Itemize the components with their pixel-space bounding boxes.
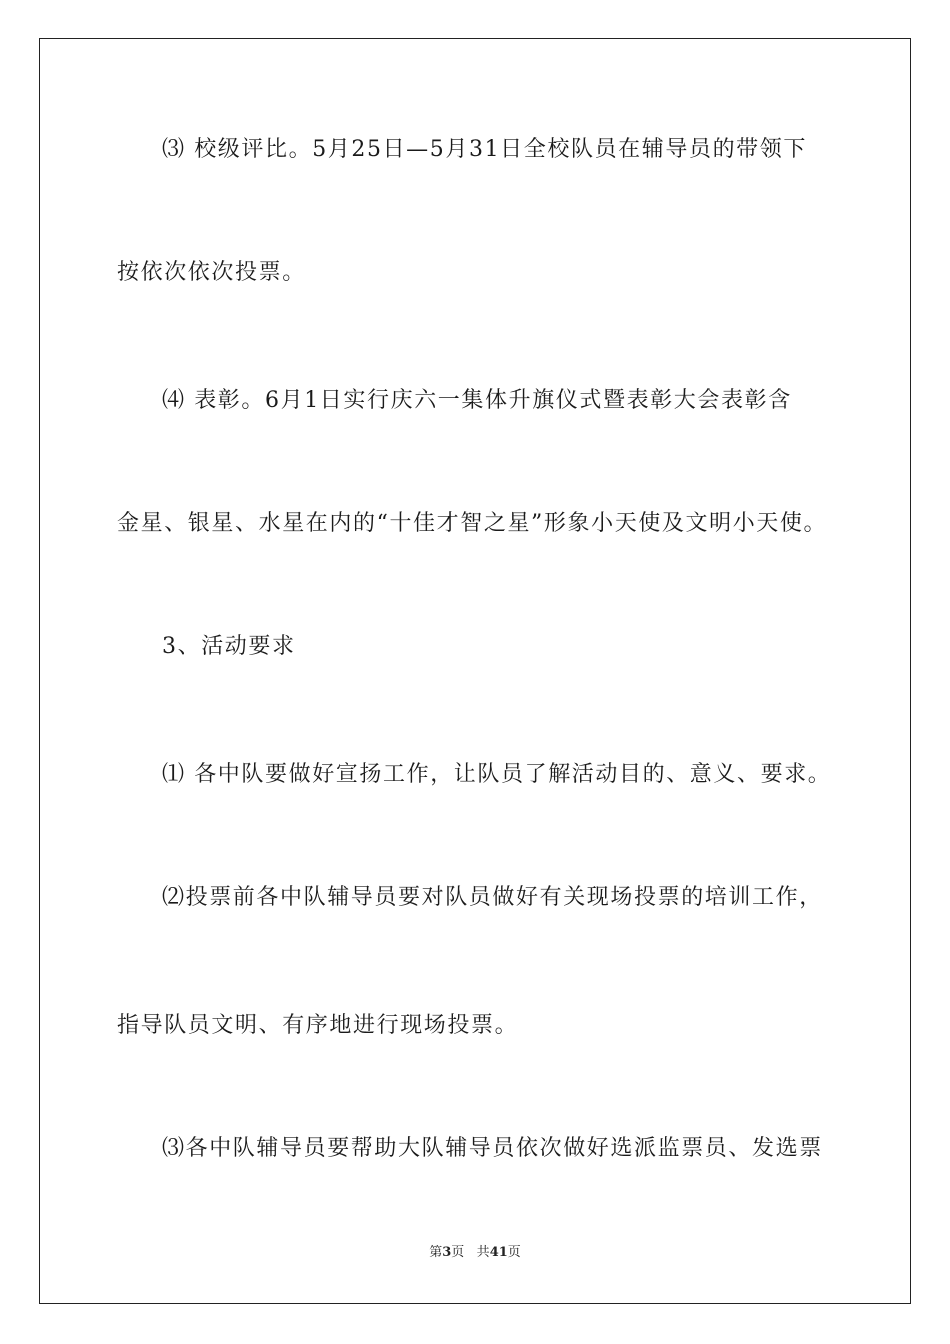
footer-total-suffix: 页 xyxy=(507,1245,521,1260)
paragraph-line-8: ⑶各中队辅导员要帮助大队辅导员依次做好选派监票员、发选票 xyxy=(162,1136,823,1161)
footer-page-suffix: 页 xyxy=(451,1245,465,1260)
paragraph-line-3: ⑷ 表彰。6月1日实行庆六一集体升旗仪式暨表彰大会表彰含 xyxy=(162,388,792,413)
page-border xyxy=(39,38,911,1304)
footer-prefix: 第 xyxy=(429,1245,443,1260)
section-heading: 3、活动要求 xyxy=(162,634,296,659)
page-footer xyxy=(0,1244,950,1262)
paragraph-line-2: 按依次依次投票。 xyxy=(117,260,306,285)
footer-page-number: 3 xyxy=(442,1245,452,1260)
footer-total-prefix: 共 xyxy=(476,1245,490,1260)
paragraph-line-7: 指导队员文明、有序地进行现场投票。 xyxy=(117,1013,519,1038)
paragraph-line-4: 金星、银星、水星在内的“十佳才智之星”形象小天使及文明小天使。 xyxy=(117,511,828,536)
paragraph-line-6: ⑵投票前各中队辅导员要对队员做好有关现场投票的培训工作， xyxy=(162,885,823,910)
paragraph-line-5: ⑴ 各中队要做好宣扬工作，让队员了解活动目的、意义、要求。 xyxy=(162,762,832,787)
footer-total-pages: 41 xyxy=(489,1245,508,1260)
paragraph-line-1: ⑶ 校级评比。5月25日—5月31日全校队员在辅导员的带领下 xyxy=(162,137,807,162)
